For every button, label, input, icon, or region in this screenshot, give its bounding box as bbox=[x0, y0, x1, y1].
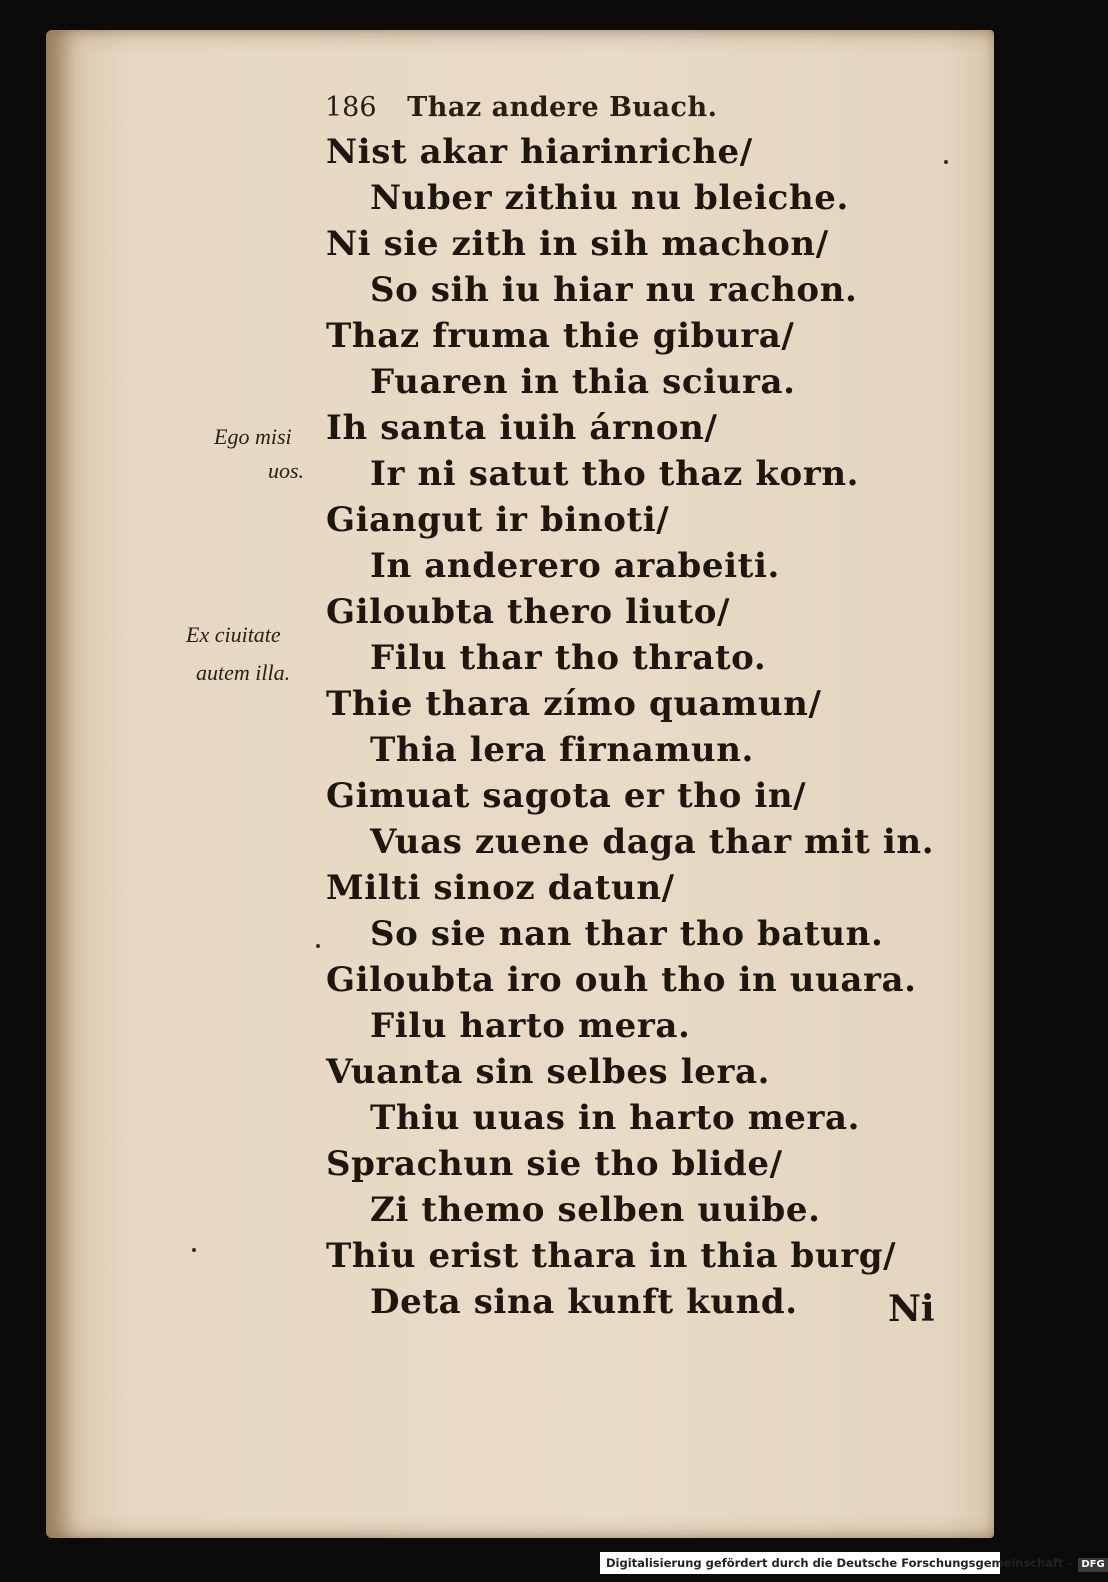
margin-note: Ex ciuitate bbox=[186, 622, 281, 647]
margin-note: uos. bbox=[268, 458, 305, 483]
verse-line: Giangut ir binoti/ bbox=[326, 500, 670, 540]
verse-line: Vuas zuene daga thar mit in. bbox=[370, 822, 935, 862]
catchword: Ni bbox=[888, 1288, 935, 1330]
ink-speck bbox=[316, 944, 320, 948]
ink-speck bbox=[192, 1248, 196, 1252]
margin-note: Ego misi bbox=[214, 424, 292, 449]
verse-line: Thaz fruma thie giburа/ bbox=[326, 316, 795, 356]
verse-line: Ni sie zith in sih machon/ bbox=[326, 224, 829, 264]
verse-line: So sih iu hiar nu rachon. bbox=[370, 270, 858, 310]
verse-line: Nist akar hiarinriche/ bbox=[326, 132, 753, 172]
verse-line: Filu thar tho thrato. bbox=[370, 638, 767, 678]
page-header bbox=[325, 92, 718, 123]
footer-text: Digitalisierung gefördert durch die Deutsche Forschungsgemeinschaft - bbox=[606, 1556, 1073, 1570]
page-number: 186 bbox=[325, 92, 377, 123]
verse-line: Fuaren in thia sciura. bbox=[370, 362, 796, 402]
verse-line: Deta sina kunft kund. bbox=[370, 1282, 798, 1322]
verse-line: Thiu uuas in harto mera. bbox=[370, 1098, 861, 1138]
verse-line: Nuber zithiu nu bleiche. bbox=[370, 178, 849, 218]
margin-note: autem illa. bbox=[196, 660, 291, 685]
verse-line: In anderero arabeiti. bbox=[370, 546, 780, 586]
verse-line: Sprachun sie tho blide/ bbox=[326, 1144, 783, 1184]
verse-line: Milti sinoz datun/ bbox=[326, 868, 675, 908]
verse-line: Thia lera firnamun. bbox=[370, 730, 754, 770]
ink-speck bbox=[944, 160, 948, 164]
verse-line: Giloubta iro ouh tho in uuara. bbox=[326, 960, 917, 1000]
verse-line: Thiu erist thara in thia burg/ bbox=[326, 1236, 897, 1276]
dfg-logo: DFG bbox=[1078, 1558, 1107, 1572]
verse-line: Ih santa iuih árnon/ bbox=[326, 408, 718, 448]
verse-line: Zi themo selben uuibe. bbox=[370, 1190, 821, 1230]
verse-line: Filu harto mera. bbox=[370, 1006, 691, 1046]
verse-line: Ir ni satut tho thaz korn. bbox=[370, 454, 860, 494]
verse-line: Gimuat sagota er tho in/ bbox=[326, 776, 807, 816]
verse-line: Vuanta sin selbes lera. bbox=[326, 1052, 771, 1092]
verse-line: Giloubta thero liuto/ bbox=[326, 592, 731, 632]
running-title: Thaz andere Buach. bbox=[407, 92, 718, 123]
verse-line: So sie nan thar tho batun. bbox=[370, 914, 884, 954]
digitization-footer bbox=[600, 1552, 1105, 1574]
verse-line: Thie thara zímo quamun/ bbox=[326, 684, 822, 724]
